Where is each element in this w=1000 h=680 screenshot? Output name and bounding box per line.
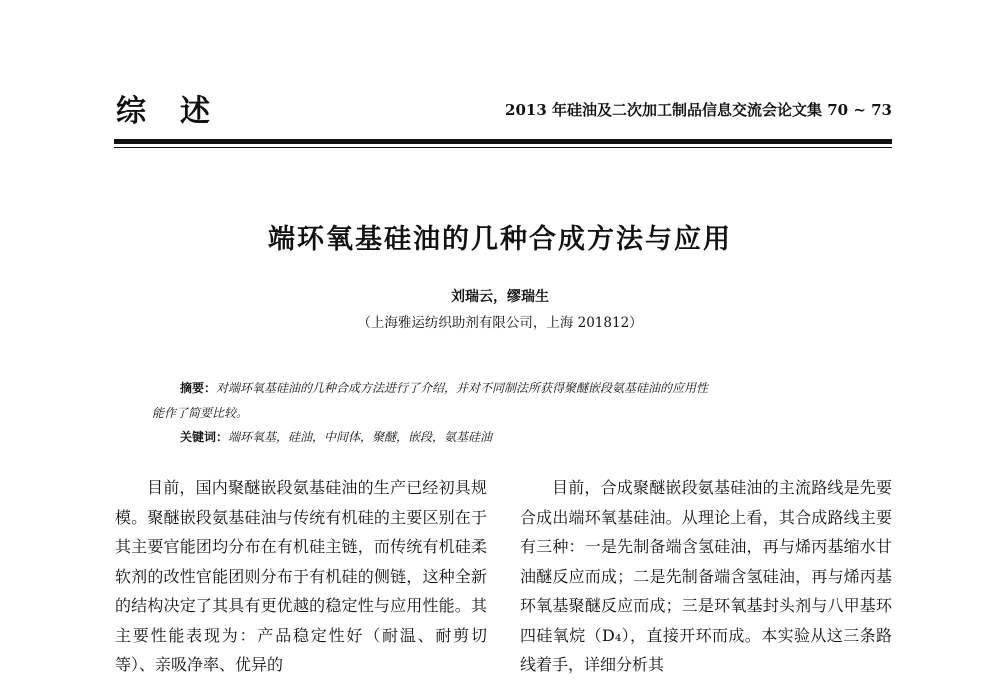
- abstract-line-2: 能作了简要比较。: [152, 406, 249, 420]
- header-rule-thick: [114, 139, 892, 144]
- article-affiliation: （上海雅运纺织助剂有限公司，上海 201812）: [357, 315, 643, 331]
- abstract-label: 摘要：: [180, 381, 217, 395]
- body-right-column: [520, 473, 892, 680]
- keywords: [180, 428, 492, 445]
- article-authors: 刘瑞云，缪瑞生: [451, 289, 549, 305]
- abstract-text-1: 对端环氧基硅油的几种合成方法进行了介绍，并对不同制法所获得聚醚嵌段氨基硅油的应用性: [216, 381, 709, 395]
- keywords-text: 端环氧基，硅油，中间体，聚醚，嵌段，氨基硅油: [228, 430, 493, 444]
- keywords-label: 关键词：: [180, 430, 229, 444]
- header-rule-thin: [114, 147, 892, 148]
- body-left-column: [115, 473, 487, 680]
- abstract-line-1: [152, 376, 872, 401]
- section-label: 综述: [116, 94, 244, 129]
- body-right-paragraph: 目前，合成聚醚嵌段氨基硅油的主流路线是先要合成出端环氧基硅油。从理论上看，其合成路线主要有三种：一是先制备端含氢硅油，再与烯丙基缩水甘油醚反应而成；二是先制备端含氢硅油，再与烯丙基环氧基聚醚反应而成；三是环氧基封头剂与八甲基环四硅氧烷（D₄），直接开环而成。本实验从这三条路线着手，详细分析其: [520, 478, 892, 674]
- abstract: [152, 376, 872, 426]
- body-left-paragraph: 目前，国内聚醚嵌段氨基硅油的生产已经初具规模。聚醚嵌段氨基硅油与传统有机硅的主要区别在于其主要官能团均分布在有机硅主链，而传统有机硅柔软剂的改性官能团则分布于有机硅的侧链，这种全新的结构决定了其具有更优越的稳定性与应用性能。其主要性能表现为：产品稳定性好（耐温、耐剪切等）、亲吸净率、优异的: [115, 478, 487, 674]
- journal-source: 2013 年硅油及二次加工制品信息交流会论文集 70 ~ 73: [505, 101, 892, 119]
- article-title: 端环氧基硅油的几种合成方法与应用: [268, 224, 732, 255]
